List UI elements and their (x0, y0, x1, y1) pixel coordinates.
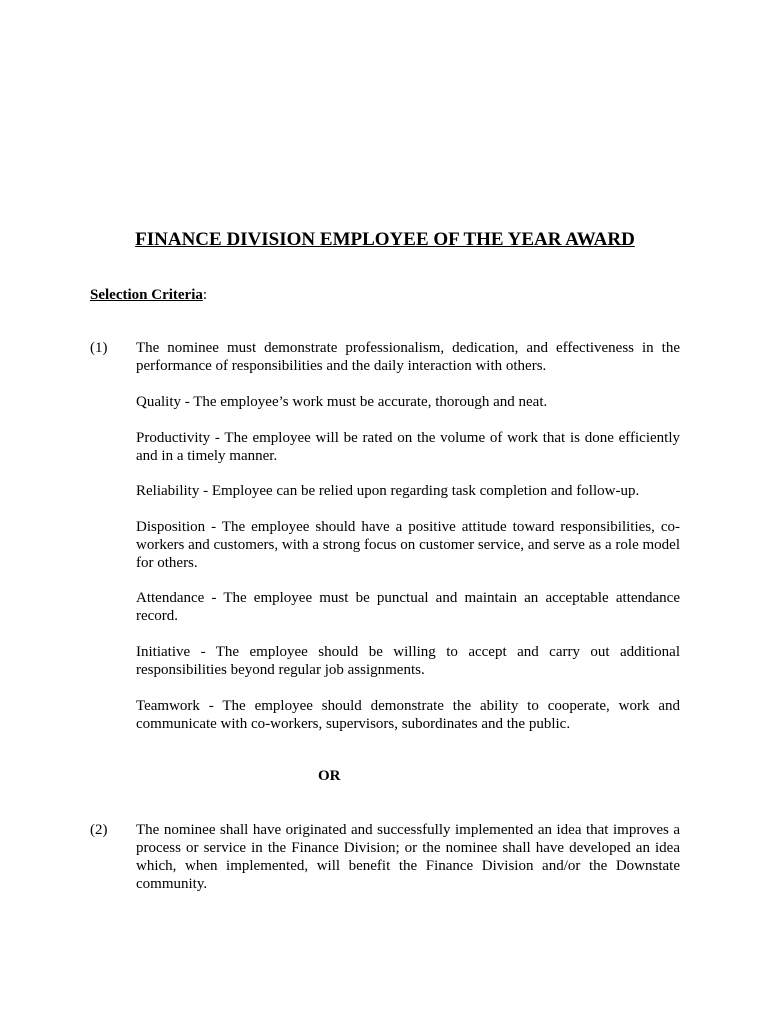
or-separator: OR (318, 768, 341, 784)
selection-criteria-heading (90, 286, 207, 304)
criterion-reliability: Reliability - Employee can be relied upon regarding task completion and follow-up. (136, 483, 640, 499)
criterion-quality: Quality - The employee’s work must be accurate, thorough and neat. (136, 394, 548, 410)
selection-criteria-colon: : (202, 287, 208, 303)
criterion-attendance: Attendance - The employee must be punctual and maintain an acceptable attendance record. (136, 590, 680, 624)
item-2-number: (2) (90, 822, 108, 838)
criterion-teamwork: Teamwork - The employee should demonstrate the ability to cooperate, work and communicate with co-workers, supervisors, subordinates and the public. (136, 698, 680, 732)
criterion-disposition: Disposition - The employee should have a positive attitude toward responsibilities, co-workers and customers, with a strong focus on customer service, and serve as a role model for others. (136, 519, 680, 571)
criterion-productivity: Productivity - The employee will be rated on the volume of work that is done efficiently and in a timely manner. (136, 430, 680, 464)
item-1-number: (1) (90, 340, 108, 356)
document-title: FINANCE DIVISION EMPLOYEE OF THE YEAR AWARD (135, 229, 635, 250)
item-1-intro: The nominee must demonstrate professionalism, dedication, and effectiveness in the performance of responsibilities and the daily interaction with others. (136, 340, 680, 374)
selection-criteria-label: Selection Criteria (90, 287, 203, 303)
item-2-text: The nominee shall have originated and successfully implemented an idea that improves a process or service in the Finance Division; or the nominee shall have developed an idea which, when implemented, will benefit the Finance Division and/or the Downstate community. (136, 822, 680, 892)
criterion-initiative: Initiative - The employee should be willing to accept and carry out additional responsibilities beyond regular job assignments. (136, 644, 680, 678)
